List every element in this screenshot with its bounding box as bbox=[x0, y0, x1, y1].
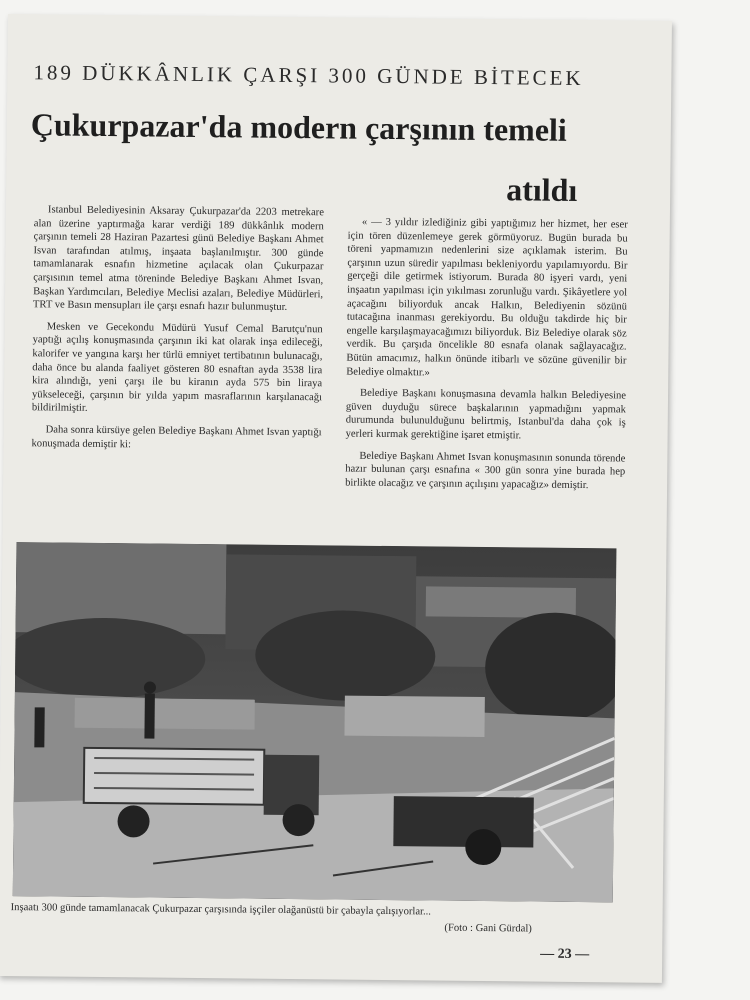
right-column bbox=[345, 216, 628, 501]
photo-caption: Inşaatı 300 günde tamamlanacak Çukurpazar çarşısında işçiler olağanüstü bir çabayla çalışıyorlar... bbox=[10, 902, 432, 918]
construction-photo-icon bbox=[13, 542, 617, 902]
left-paragraph-2: Mesken ve Gecekondu Müdürü Yusuf Cemal Barutçu'nun yaptığı açılış konuşmasında çarşının iki kat olarak inşa edileceği, kalorifer ve yangına karşı her türlü emniyet tertibatının bulunacağı, daha önce bu alanda faaliyet gösteren 80 esnaftan ayda 3538 lira kira alındığı, yeni çarşı ile bu kiranın ayda 575 bin liraya yükseleceği, çarşının bir yılda yapım masraflarının karşılanacağı bildirilmiştir. bbox=[31, 321, 323, 415]
article-kicker: 189 DÜKKÂNLIK ÇARŞI 300 GÜNDE BİTECEK bbox=[33, 60, 584, 91]
right-paragraph-3: Belediye Başkanı Ahmet Isvan konuşmasının sonunda törende hazır bulunan çarşı esnafına « 300 gün sonra yine burada hep birlikte olacağız ve çarşının açılışını yapacağız» demiştir. bbox=[345, 450, 626, 491]
page-number: — 23 — bbox=[540, 946, 590, 963]
construction-site-photo bbox=[13, 542, 617, 902]
left-paragraph-1: Istanbul Belediyesinin Aksaray Çukurpazar'da 2203 metrekare alan üzerine yaptırmağa karar verdiği 189 dükkânlık modern çarşının temeli 28 Haziran Pazartesi günü Belediye Başkanı Ahmet Isvan tarafından atılmış, inşaata başlanılmıştır. 300 günde tamamlanarak esnafın hizmetine açılacak olan Çukurpazar çarşısının temel atma töreninde Belediye Başkanı Ahmet Isvan, Başkan Yardımcıları, Belediye Meclisi azaları, Belediye Müdürleri, TRT ve Basın mensupları ile çarşı esnafı hazır bulunmuştur. bbox=[32, 204, 324, 314]
right-paragraph-1: « — 3 yıldır izlediğiniz gibi yaptığımız her hizmet, her eser için tören düzenlemeye gerek görmüyoruz. Bugün burada bu töreni yapmamızın nedenlerini size açıklamak isterim. Bu çarşının uzun süredir yapılması bekleniyordu yapılamıyordu. Bir gerçeği dile getirmek istiyorum. Burada 80 işyeri vardı, yeni inşaatın yapılması için yıkılması zorunluğu vardı. Şikâyetlere yol açacağını biliyorduk ancak Halkın, Belediyenin sözünü tutacağına inanması gerekiyordu. Bu olduğu takdirde hiç bir engelle karşılaşmayacağımızı biliyorduk. Biz Belediye olarak söz verdik. Bu çarşıda öncelikle 80 esnafa olanak sağlayacağız. Bütün amacımız, halkın önünde itibarlı ve sözüne güvenilir bir Belediye olmaktır.» bbox=[346, 216, 628, 378]
magazine-page bbox=[0, 14, 672, 983]
left-paragraph-3: Daha sonra kürsüye gelen Belediye Başkanı Ahmet Isvan yaptığı konuşmada demiştir ki: bbox=[31, 424, 322, 450]
right-paragraph-2: Belediye Başkanı konuşmasına devamla halkın Belediyesine güven duyduğu sürece başkalarının yapmadığını yapmak durumunda bulunulduğunu belirtmiş, Istanbul'da daha çok iş yerleri kurmak gerektiğine işaret etmiştir. bbox=[345, 387, 627, 442]
article-headline: Çukurpazar'da modern çarşının temeli bbox=[30, 106, 567, 148]
left-column bbox=[31, 203, 324, 461]
article-headline-continued: atıldı bbox=[506, 171, 578, 208]
photo-credit: (Foto : Gani Gürdal) bbox=[444, 922, 532, 935]
